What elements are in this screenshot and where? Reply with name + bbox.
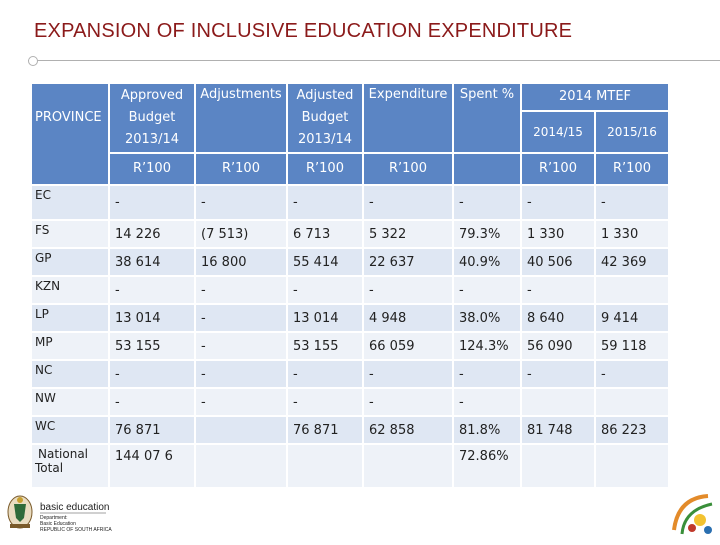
header-adjusted-line1: Adjusted bbox=[296, 88, 354, 103]
header-mtef-2015-16: 2015/16 bbox=[596, 112, 668, 152]
table-row bbox=[32, 305, 668, 331]
cell-adjusted: - bbox=[293, 195, 298, 210]
table-row bbox=[32, 221, 668, 247]
cell-spent-total: 72.86% bbox=[459, 449, 509, 464]
header-adjustments bbox=[196, 84, 286, 152]
cell-spent: 124.3% bbox=[459, 338, 509, 354]
header-spent bbox=[454, 84, 520, 152]
unit-expenditure: R’100 bbox=[364, 154, 452, 184]
logo-line3: REPUBLIC OF SOUTH AFRICA bbox=[40, 527, 112, 533]
cell-spent: - bbox=[459, 195, 464, 210]
total-label-line1: National bbox=[38, 447, 89, 461]
header-province bbox=[32, 84, 108, 184]
cell-adjustments: - bbox=[201, 394, 206, 410]
cell-approved: - bbox=[115, 282, 120, 298]
cell-2014-15: 56 090 bbox=[527, 338, 573, 354]
cell-approved: 53 155 bbox=[115, 338, 161, 354]
cell-province: GP bbox=[35, 251, 52, 265]
table-row bbox=[32, 417, 668, 443]
table-row bbox=[32, 333, 668, 359]
cell-adjustments: - bbox=[201, 366, 206, 382]
cell-approved: 76 871 bbox=[115, 422, 161, 438]
cell-approved: - bbox=[115, 195, 120, 210]
title-divider bbox=[28, 60, 720, 61]
header-approved-line3: 2013/14 bbox=[124, 132, 179, 147]
cell-2015-16: 1 330 bbox=[601, 226, 639, 242]
cell-approved: 14 226 bbox=[115, 226, 161, 242]
header-approved-line2: Budget bbox=[128, 110, 176, 125]
cell-spent: 79.3% bbox=[459, 226, 501, 242]
cell-adjusted-total bbox=[288, 445, 362, 487]
cell-province: FS bbox=[35, 223, 50, 237]
cell-expenditure-total bbox=[364, 445, 452, 487]
cell-2015-16: - bbox=[601, 366, 606, 382]
header-spent-label: Spent % bbox=[459, 87, 515, 102]
cell-adjustments: - bbox=[201, 282, 206, 298]
cell-province: EC bbox=[35, 188, 51, 202]
cell-2015-16: 42 369 bbox=[601, 254, 647, 270]
header-adjusted-line3: 2013/14 bbox=[297, 132, 352, 147]
cell-adjustments: (7 513) bbox=[201, 226, 249, 242]
total-row bbox=[32, 445, 668, 487]
cell-2015-16: 9 414 bbox=[601, 310, 639, 326]
table-row bbox=[32, 277, 668, 303]
unit-approved: R’100 bbox=[110, 154, 194, 184]
cell-adjusted: 55 414 bbox=[293, 254, 339, 270]
header-adjusted-line2: Budget bbox=[301, 110, 349, 125]
cell-2014-15: - bbox=[527, 282, 532, 298]
cell-expenditure: 62 858 bbox=[369, 422, 415, 438]
cell-adjusted: 6 713 bbox=[293, 226, 331, 242]
cell-province: WC bbox=[35, 419, 56, 433]
cell-2015-16 bbox=[596, 389, 668, 415]
cell-adjusted: 13 014 bbox=[293, 310, 339, 326]
table-row bbox=[32, 186, 668, 219]
cell-2014-15: 81 748 bbox=[527, 422, 573, 438]
cell-adjusted: - bbox=[293, 366, 298, 382]
budget-table bbox=[30, 82, 670, 489]
cell-expenditure: 4 948 bbox=[369, 310, 407, 326]
divider-dot bbox=[28, 56, 38, 66]
cell-adjusted: - bbox=[293, 394, 298, 410]
table-row bbox=[32, 361, 668, 387]
cell-spent: - bbox=[459, 366, 464, 382]
cell-spent: 40.9% bbox=[459, 254, 501, 270]
cell-approved-total: 144 07 6 bbox=[115, 449, 173, 464]
cell-expenditure: - bbox=[369, 366, 374, 382]
cell-expenditure: 5 322 bbox=[369, 226, 407, 242]
unit-adjustments: R’100 bbox=[196, 154, 286, 184]
cell-province: MP bbox=[35, 335, 53, 349]
cell-adjusted: - bbox=[293, 282, 298, 298]
header-approved bbox=[110, 84, 194, 152]
logo-name: basic education bbox=[40, 502, 110, 513]
cell-province: NC bbox=[35, 363, 53, 377]
cell-2014-15: 40 506 bbox=[527, 254, 573, 270]
header-expenditure-label: Expenditure bbox=[368, 87, 448, 102]
cell-2015-16: 86 223 bbox=[601, 422, 647, 438]
logo-line1: Department: bbox=[40, 515, 68, 521]
cell-expenditure: - bbox=[369, 195, 374, 210]
cell-province-total bbox=[32, 445, 108, 487]
cell-2014-15: 8 640 bbox=[527, 310, 565, 326]
cell-2014-15-total bbox=[522, 445, 594, 487]
cell-adjusted: 76 871 bbox=[293, 422, 339, 438]
logo-line2: Basic Education bbox=[40, 521, 76, 527]
unit-2014-15: R’100 bbox=[522, 154, 594, 184]
cell-2014-15: - bbox=[527, 195, 532, 210]
cell-2015-16 bbox=[596, 277, 668, 303]
unit-2015-16: R’100 bbox=[596, 154, 668, 184]
cell-adjustments: - bbox=[201, 338, 206, 354]
header-adjustments-label: Adjustments bbox=[200, 87, 282, 102]
header-mtef bbox=[522, 84, 668, 110]
header-province-label: PROVINCE bbox=[35, 110, 102, 125]
cell-2014-15: - bbox=[527, 366, 532, 382]
header-expenditure bbox=[364, 84, 452, 152]
cell-province: NW bbox=[35, 391, 56, 405]
page-title: EXPANSION OF INCLUSIVE EDUCATION EXPENDITURE bbox=[34, 20, 573, 42]
cell-approved: - bbox=[115, 366, 120, 382]
cell-expenditure: 22 637 bbox=[369, 254, 415, 270]
dbe-logo bbox=[2, 492, 142, 538]
cell-adjustments: - bbox=[201, 310, 206, 326]
header-approved-line1: Approved bbox=[120, 88, 184, 103]
total-label-line2: Total bbox=[35, 461, 64, 475]
cell-spent: - bbox=[459, 394, 464, 410]
cell-2015-16: - bbox=[601, 195, 606, 210]
cell-adjustments: - bbox=[201, 195, 206, 210]
cell-spent: - bbox=[459, 282, 464, 298]
cell-adjusted: 53 155 bbox=[293, 338, 339, 354]
unit-adjusted: R’100 bbox=[288, 154, 362, 184]
cell-expenditure: - bbox=[369, 282, 374, 298]
cell-adjustments bbox=[196, 417, 286, 443]
cell-expenditure: 66 059 bbox=[369, 338, 415, 354]
table-row bbox=[32, 389, 668, 415]
cell-approved: - bbox=[115, 394, 120, 410]
cell-spent: 81.8% bbox=[459, 422, 501, 438]
table-row bbox=[32, 249, 668, 275]
cell-expenditure: - bbox=[369, 394, 374, 410]
cell-adjustments-total bbox=[196, 445, 286, 487]
cell-approved: 13 014 bbox=[115, 310, 161, 326]
cell-2014-15: 1 330 bbox=[527, 226, 565, 242]
cell-spent: 38.0% bbox=[459, 310, 501, 326]
header-mtef-2014-15: 2014/15 bbox=[522, 112, 594, 152]
unit-spent bbox=[454, 154, 520, 184]
cell-adjustments: 16 800 bbox=[201, 254, 247, 270]
cell-2015-16-total bbox=[596, 445, 668, 487]
cell-approved: 38 614 bbox=[115, 254, 161, 270]
cell-2014-15 bbox=[522, 389, 594, 415]
header-adjusted bbox=[288, 84, 362, 152]
cell-province: KZN bbox=[35, 279, 61, 293]
header-mtef-label: 2014 MTEF bbox=[558, 89, 632, 104]
coat-of-arms-icon bbox=[2, 492, 142, 538]
cell-province: LP bbox=[35, 307, 49, 321]
anniversary-emblem-icon bbox=[668, 490, 720, 540]
cell-2015-16: 59 118 bbox=[601, 338, 647, 354]
